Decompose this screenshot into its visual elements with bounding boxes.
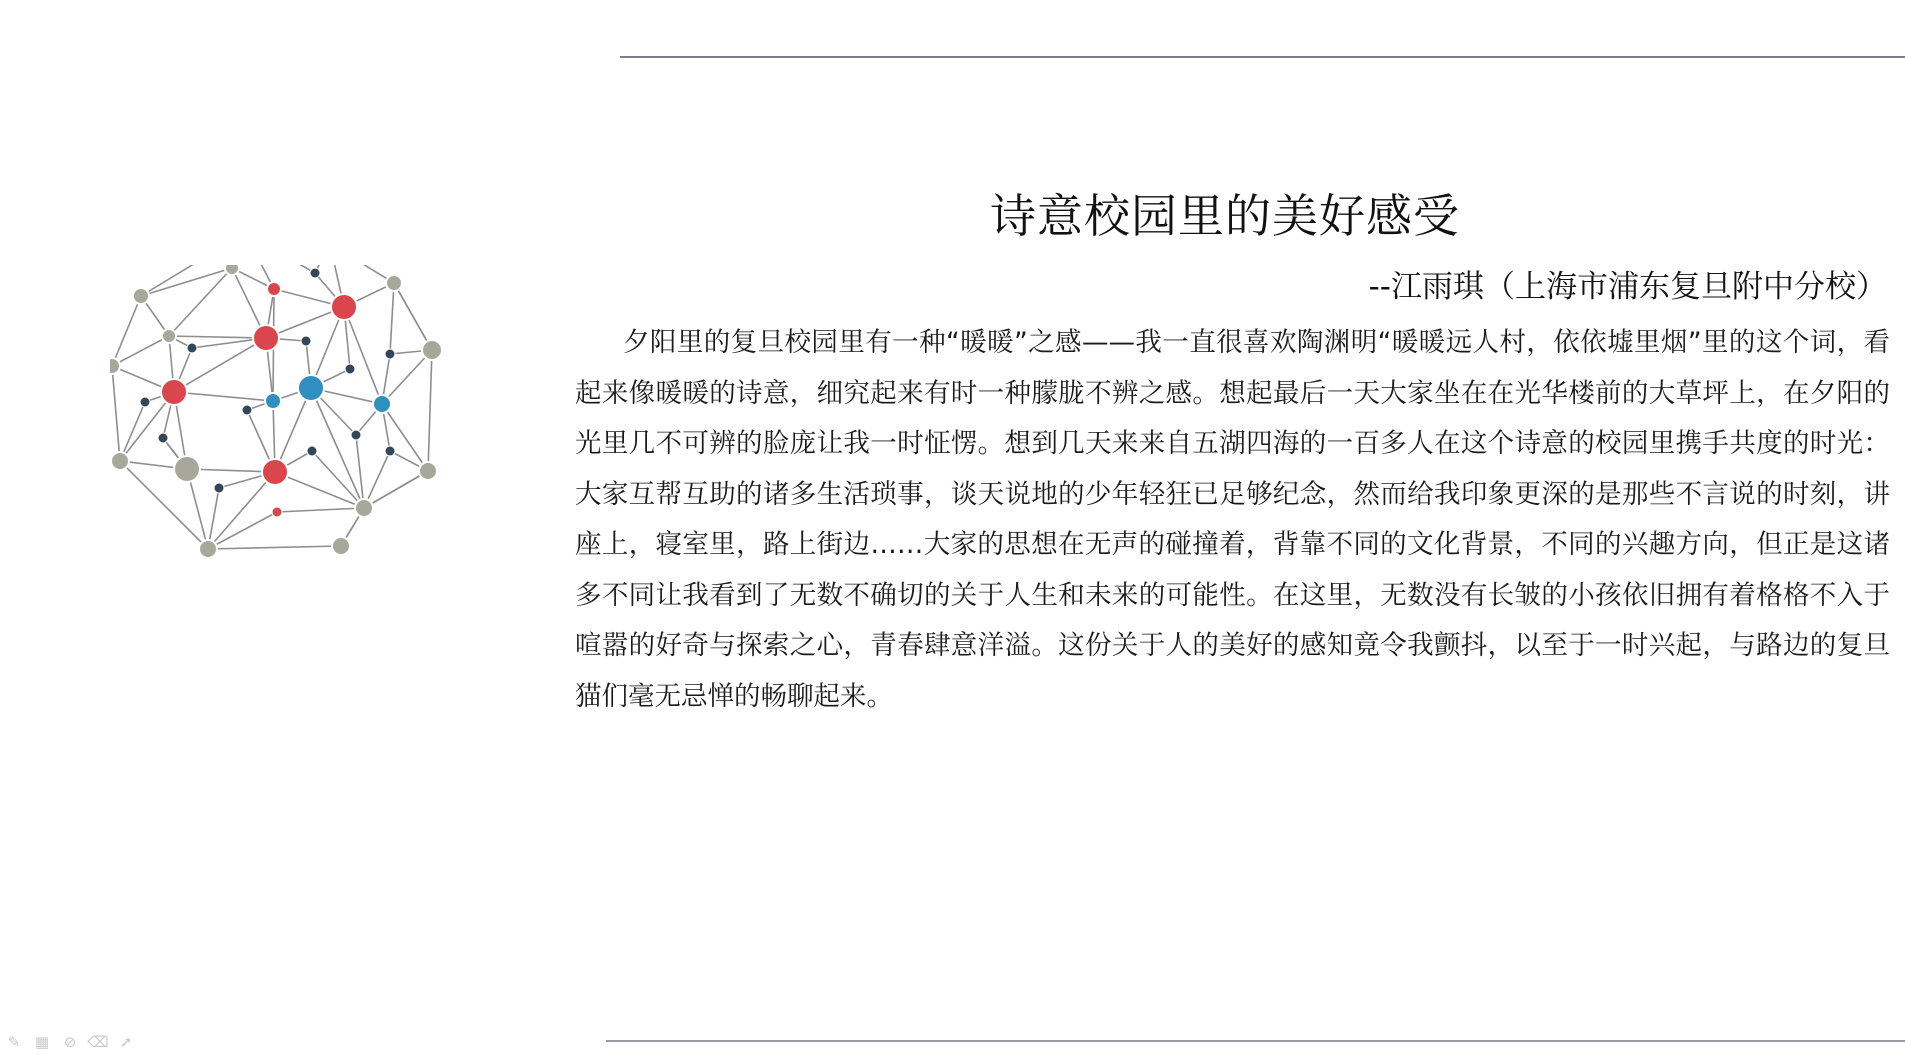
network-node-navy bbox=[158, 433, 168, 443]
network-node-navy bbox=[214, 483, 224, 493]
network-edge bbox=[208, 546, 341, 549]
network-graphic bbox=[110, 265, 550, 695]
network-node-blue bbox=[265, 393, 281, 409]
network-edge bbox=[112, 366, 120, 461]
bottom-divider-line bbox=[606, 1040, 1905, 1042]
network-node-gray bbox=[386, 275, 402, 291]
slide-title: 诗意校园里的美好感受 bbox=[990, 189, 1460, 243]
network-edge bbox=[344, 307, 382, 404]
network-node-gray bbox=[110, 358, 120, 374]
network-node-red bbox=[267, 282, 281, 296]
slide-grid-icon[interactable]: ▦ bbox=[34, 1033, 50, 1051]
network-edge bbox=[112, 296, 141, 366]
network-node-navy bbox=[307, 446, 317, 456]
network-edge bbox=[174, 392, 273, 401]
network-edge bbox=[382, 404, 428, 471]
network-node-gray bbox=[419, 462, 437, 480]
author-line: --江雨琪（上海市浦东复旦附中分校） bbox=[1368, 269, 1887, 305]
top-divider-line bbox=[620, 56, 1905, 58]
network-node-red bbox=[253, 325, 279, 351]
network-node-red bbox=[272, 507, 282, 517]
network-node-blue bbox=[298, 375, 324, 401]
network-edge bbox=[390, 283, 394, 354]
network-node-gray bbox=[355, 499, 373, 517]
network-node-red bbox=[331, 294, 357, 320]
network-edge bbox=[277, 508, 364, 512]
network-node-gray bbox=[133, 288, 149, 304]
network-edge bbox=[394, 283, 432, 350]
network-node-navy bbox=[242, 405, 252, 415]
network-edge bbox=[112, 336, 169, 366]
network-node-gray bbox=[162, 329, 176, 343]
zoom-icon[interactable]: ⊘ bbox=[63, 1033, 77, 1051]
body-paragraph: 夕阳里的复旦校园里有一种“暖暖”之感——我一直很喜欢陶渊明“暖暖远人村，依依墟里烟”里的这个词，看起来像暖暖的诗意，细究起来有时一种朦胧不辨之感。想起最后一天大家坐在在光华楼前的大草坪上，在夕阳的光里几不可辨的脸庞让我一时怔愣。想到几天来来自五湖四海的一百多人在这个诗意的校园里携手共度的时光：大家互帮互助的诸多生活琐事，谈天说地的少年轻狂已足够纪念，然而给我印象更深的是那些不言说的时刻，讲座上，寝室里，路上街边……大家的思想在无声的碰撞着，背靠不同的文化背景，不同的兴趣方向，但正是这诸多不同让我看到了无数不确切的关于人生和未来的可能性。在这里，无数没有长皱的小孩依旧拥有着格格不入于喧嚣的好奇与探索之心，青春肆意洋溢。这份关于人的美好的感知竟令我颤抖，以至于一时兴起，与路边的复旦猫们毫无忌惮的畅聊起来。 bbox=[575, 327, 1890, 712]
network-edge bbox=[312, 451, 364, 508]
network-node-navy bbox=[310, 268, 320, 278]
network-edge bbox=[330, 265, 394, 283]
network-node-navy bbox=[351, 430, 361, 440]
pointer-icon[interactable]: ➚ bbox=[119, 1033, 133, 1051]
network-node-navy bbox=[345, 364, 355, 374]
network-edge bbox=[364, 471, 428, 508]
network-node-navy bbox=[301, 336, 311, 346]
network-node-navy bbox=[385, 446, 395, 456]
network-node-gray bbox=[111, 452, 129, 470]
network-node-navy bbox=[187, 343, 197, 353]
pen-icon[interactable]: ✎ bbox=[7, 1033, 21, 1051]
network-node-gray bbox=[332, 537, 350, 555]
network-edge bbox=[245, 265, 315, 273]
network-node-navy bbox=[140, 397, 150, 407]
network-edge bbox=[208, 512, 277, 549]
network-node-blue bbox=[373, 395, 391, 413]
network-node-gray bbox=[225, 265, 239, 275]
network-node-navy bbox=[385, 349, 395, 359]
presentation-toolbar bbox=[0, 1030, 136, 1054]
network-node-gray bbox=[199, 540, 217, 558]
network-node-gray bbox=[174, 456, 200, 482]
network-node-red bbox=[262, 459, 288, 485]
eraser-icon[interactable]: ⌫ bbox=[87, 1033, 109, 1051]
network-node-red bbox=[161, 379, 187, 405]
network-node-gray bbox=[422, 340, 442, 360]
network-edge bbox=[428, 350, 432, 471]
network-edge bbox=[169, 336, 266, 338]
